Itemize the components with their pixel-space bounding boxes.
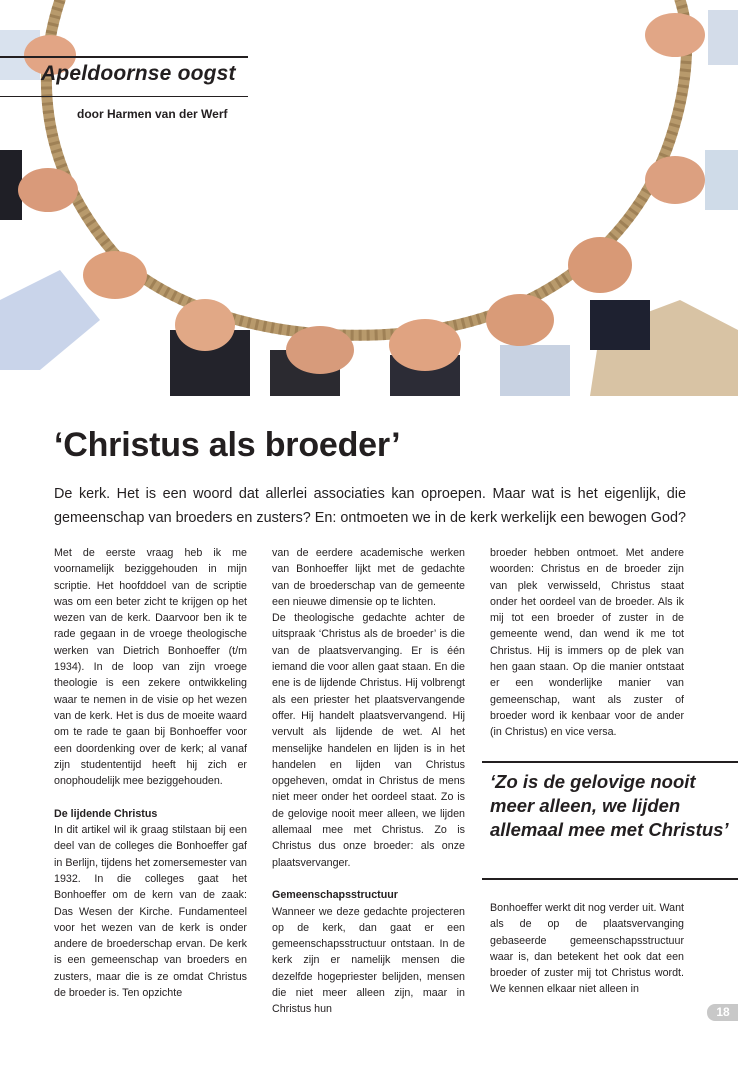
paragraph: van de eerdere academische werken van Bonhoeffer lijkt met de gedachte van de broederschap van de gemeente een nieuwe dimensie op te lichten.: [272, 547, 465, 608]
quote-rule-top: [482, 761, 738, 763]
hero-image: [0, 0, 738, 396]
byline: door Harmen van der Werf: [77, 107, 228, 121]
column-rule-bottom: [0, 96, 248, 97]
article-headline: ‘Christus als broeder’: [54, 426, 401, 464]
column-rule-top: [0, 56, 248, 58]
paragraph: In dit artikel wil ik graag stilstaan bij een deel van de colleges die Bonhoeffer gaf in Berlijn, tijdens het zomersemester van 1932. In die colleges gaat het Bonhoeffer om de kern van de zaak: Das Wesen der Kirche. Fundamenteel voor het wezen van de kerk is onder andere de broederschap ervan. De kerk is een gemeenschap van broeders en zusters, maar die is ze omdat Christus de broeder is. Ten opzichte: [54, 824, 247, 1000]
paragraph: Wanneer we deze gedachte projecteren op de kerk, dan gaat er een gemeenschapsstructuur ontstaan. In de kerk zijn er namelijk mensen die dezelfde hogepriester belijden, mensen die niet meer alleen zijn, maar in Christus hun: [272, 905, 465, 1016]
paragraph: Bonhoeffer werkt dit nog verder uit. Want als de op de plaatsvervanging gebaseerde gemeenschapsstructuur waar is, dan betekent het ook dat een broeder of zuster mij tot Christus wordt. We kennen elkaar niet alleen in: [490, 902, 684, 996]
pull-quote: ‘Zo is de gelovige nooit meer alleen, we lijden allemaal mee met Christus’: [490, 771, 729, 840]
quote-rule-bottom: [482, 878, 738, 880]
subheading: De lijdende Christus: [54, 807, 158, 820]
column-title: Apeldoornse oogst: [41, 62, 236, 85]
text-column-3-continued: [490, 900, 684, 998]
subheading: Gemeenschapsstructuur: [272, 889, 398, 902]
article-intro: De kerk. Het is een woord dat allerlei associaties kan oproepen. Maar wat is het eigenlijk, die gemeenschap van broeders en zusters? En: ontmoeten we in de kerk werkelijk een bewogen God?: [54, 486, 686, 526]
paragraph: De theologische gedachte achter de uitspraak ‘Christus als de broeder’ is die van de plaatsvervanging. Er is één iemand die voor allen gaat staan. En die ene is de lijdende Christus. Hij volbrengt als een priester het plaatsvervangende offer. Hij handelt plaatsvervangend. Hij vervult als lijdende de wet. Al het menselijke handelen en lijden is in het handelen en lijden van Christus opgeheven, omdat in Christus de mens niet meer onder het oordeel staat. Zo is de gelovige nooit meer alleen, we lijden allemaal mee met Christus. Zo is Christus dus onze broeder: als onze plaatsvervanger.: [272, 612, 465, 869]
text-column-1: [54, 545, 247, 1001]
paragraph: Met de eerste vraag heb ik me voornamelijk beziggehouden in mijn scriptie. Het hoofddoel van de scriptie was om een beter zicht te krijgen op het wezen van de kerk. Daarvoor ben ik te rade gegaan in de vroege theologische werken van Dietrich Bonhoeffer (t/m 1934). In de loop van zijn vroege theologie is een zekere ontwikkeling waar te nemen in de visie op het wezen van de kerk. Het is dus de moeite waard om te rade te gaan bij Bonhoeffer voor een doordenking over de kerk; al vanaf zijn studententijd heeft hij zich er onophoudelijk mee beziggehouden.: [54, 547, 247, 788]
page-number: 18: [707, 1004, 738, 1021]
paragraph: broeder hebben ontmoet. Met andere woorden: Christus en de broeder zijn van plek verwisseld, Christus staat onder het oordeel van de broeder. Als ik mij tot een broeder of zuster in de gemeente wend, dan wend ik me tot Christus. Hij is immers op de plek van hen gaan staan. Op die manier ontstaat er een wonderlijke manier van gemeenschap, want als zuster of broeder word ik kenbaar voor de ander (in Christus) en vice versa.: [490, 547, 684, 739]
text-column-2: [272, 545, 465, 1018]
text-column-3: [490, 545, 684, 741]
